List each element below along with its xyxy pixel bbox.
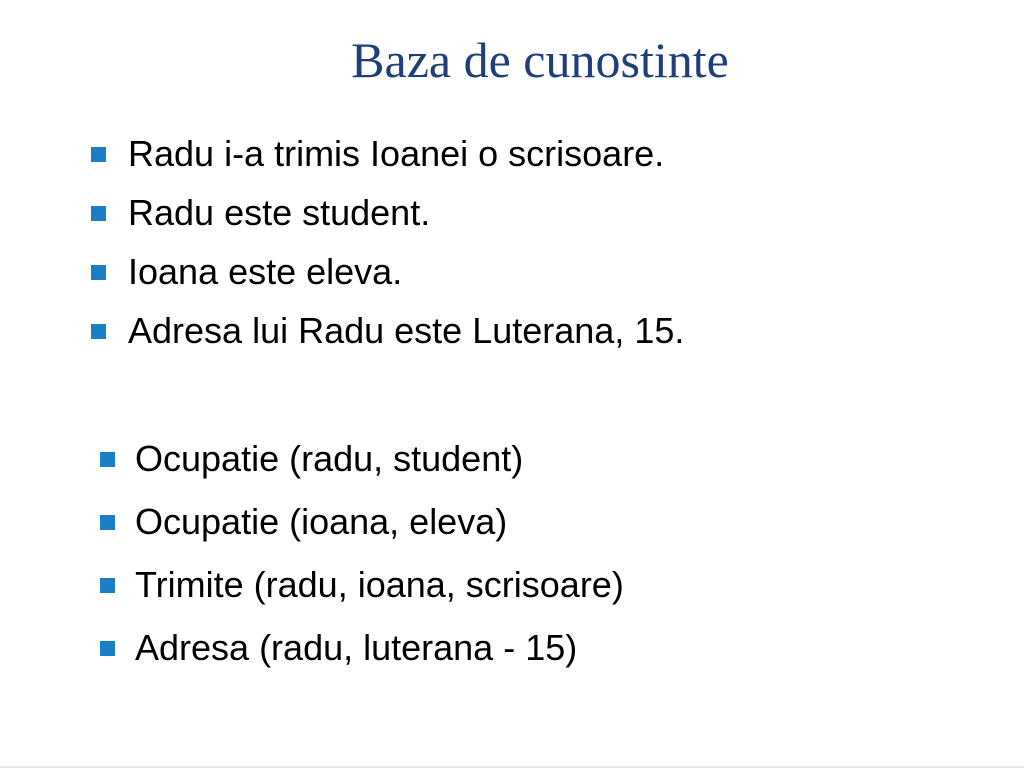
fact-text: Ioana este eleva. xyxy=(128,251,403,292)
square-bullet-icon xyxy=(91,265,106,280)
square-bullet-icon xyxy=(100,641,115,656)
slide-title: Baza de cunostinte xyxy=(351,32,729,88)
square-bullet-icon xyxy=(91,147,106,162)
square-bullet-icon xyxy=(100,452,115,467)
square-bullet-icon xyxy=(100,515,115,530)
predicate-item xyxy=(135,553,624,616)
fact-text: Radu este student. xyxy=(128,192,431,233)
predicates-list xyxy=(135,427,624,679)
fact-item xyxy=(128,183,684,242)
predicate-text: Ocupatie (ioana, eleva) xyxy=(135,501,508,542)
square-bullet-icon xyxy=(100,578,115,593)
fact-item xyxy=(128,301,684,360)
square-bullet-icon xyxy=(91,324,106,339)
facts-list xyxy=(128,124,684,360)
predicate-text: Ocupatie (radu, student) xyxy=(135,438,524,479)
predicate-text: Trimite (radu, ioana, scrisoare) xyxy=(135,564,624,605)
square-bullet-icon xyxy=(91,206,106,221)
fact-item xyxy=(128,242,684,301)
predicate-item xyxy=(135,490,624,553)
predicate-text: Adresa (radu, luterana - 15) xyxy=(135,627,578,668)
fact-text: Radu i-a trimis Ioanei o scrisoare. xyxy=(128,133,665,174)
fact-item xyxy=(128,124,684,183)
predicate-item xyxy=(135,427,624,490)
fact-text: Adresa lui Radu este Luterana, 15. xyxy=(128,310,685,351)
predicate-item xyxy=(135,616,624,679)
